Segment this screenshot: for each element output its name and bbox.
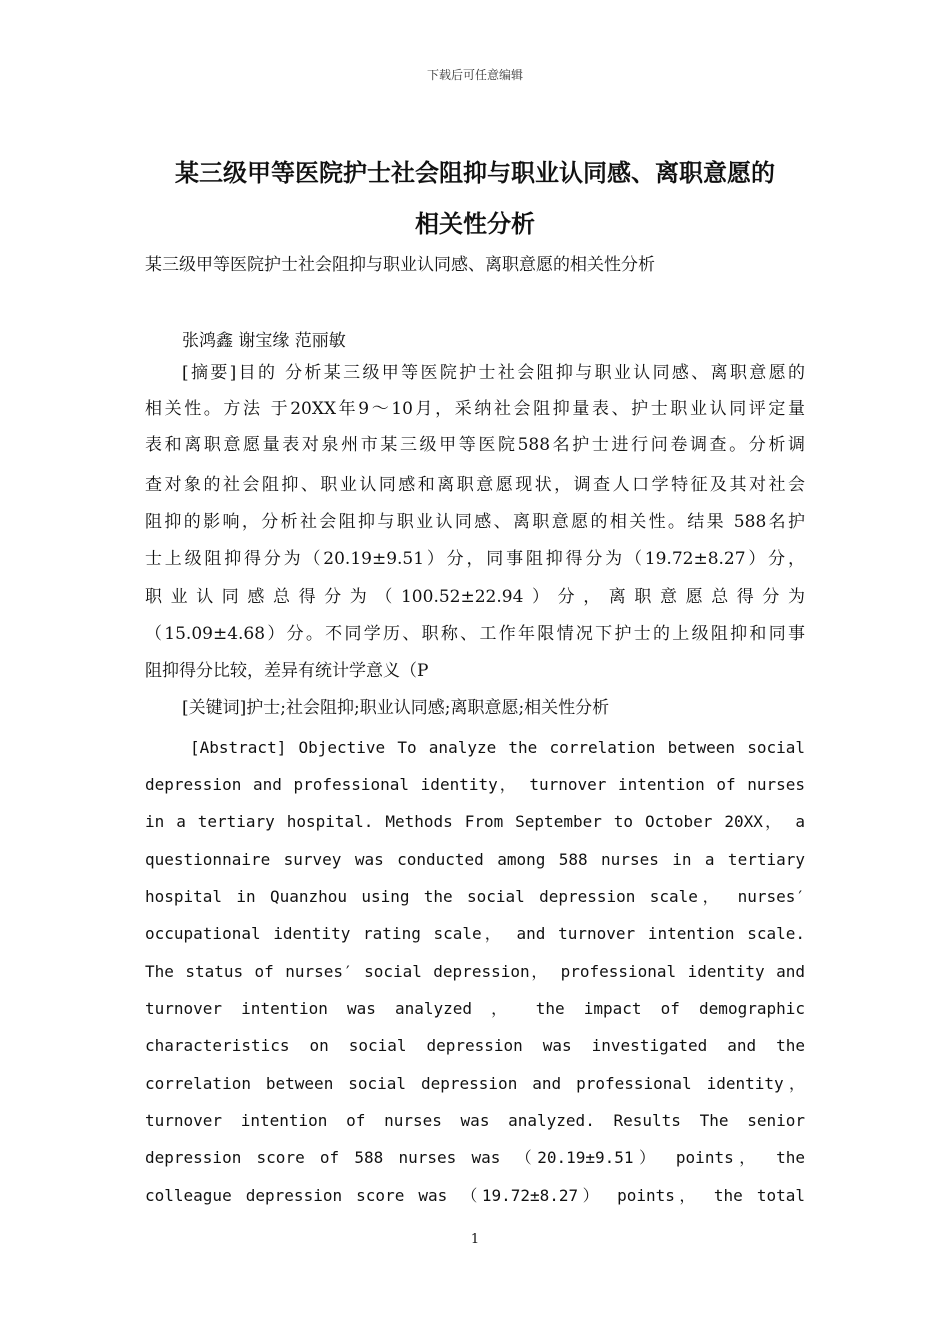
- document-title-line-2: 相关性分析: [415, 210, 535, 238]
- abstract-en-line: depression and professional identity， turnover intention of nurses: [145, 775, 805, 794]
- abstract-cn-line: （15.09±4.68）分。不同学历、职称、工作年限情况下护士的上级阻抑和同事: [145, 624, 805, 644]
- header-note: 下载后可任意编辑: [426, 68, 523, 82]
- abstract-cn-line: 查对象的社会阻抑、职业认同感和离职意愿现状，调查人口学特征及其对社会: [145, 475, 805, 495]
- subtitle: 某三级甲等医院护士社会阻抑与职业认同感、离职意愿的相关性分析: [145, 255, 655, 275]
- abstract-en-line: occupational identity rating scale， and turnover intention scale.: [145, 924, 805, 943]
- abstract-en-line: correlation between social depression and professional identity，: [145, 1074, 805, 1093]
- keywords: [关键词]护士;社会阻抑;职业认同感;离职意愿;相关性分析: [182, 698, 610, 718]
- abstract-cn-line: [摘要]目的 分析某三级甲等医院护士社会阻抑与职业认同感、离职意愿的: [182, 363, 805, 383]
- abstract-cn-line: 士上级阻抑得分为（20.19±9.51）分，同事阻抑得分为（19.72±8.27）分，: [145, 549, 805, 569]
- abstract-cn-line: 表和离职意愿量表对泉州市某三级甲等医院588名护士进行问卷调查。分析调: [145, 435, 805, 455]
- abstract-cn-line: 相关性。方法 于20XX年9～10月，采纳社会阻抑量表、护士职业认同评定量: [145, 399, 805, 419]
- page-number: 1: [470, 1232, 480, 1247]
- abstract-en-line: The status of nurses′ social depression， professional identity and: [145, 962, 805, 981]
- abstract-en-line: colleague depression score was （19.72±8.27） points， the total: [145, 1186, 805, 1205]
- document-title-line-1: 某三级甲等医院护士社会阻抑与职业认同感、离职意愿的: [175, 159, 775, 187]
- abstract-cn-line: 阻抑的影响，分析社会阻抑与职业认同感、离职意愿的相关性。结果 588名护: [145, 512, 805, 532]
- abstract-cn-line: 职业认同感总得分为（100.52±22.94）分，离职意愿总得分为: [145, 587, 805, 607]
- abstract-en-line: in a tertiary hospital. Methods From September to October 20XX， a: [145, 812, 805, 831]
- abstract-en-line: [Abstract] Objective To analyze the correlation between social: [190, 738, 805, 757]
- abstract-en-line: depression score of 588 nurses was （20.19±9.51） points， the: [145, 1148, 805, 1167]
- abstract-cn-line: 阻抑得分比较，差异有统计学意义（P: [145, 661, 429, 681]
- abstract-en-line: turnover intention was analyzed ， the impact of demographic: [145, 999, 805, 1018]
- abstract-en-line: characteristics on social depression was investigated and the: [145, 1036, 805, 1055]
- abstract-en-line: turnover intention of nurses was analyzed. Results The senior: [145, 1111, 805, 1130]
- abstract-en-line: hospital in Quanzhou using the social depression scale， nurses′: [145, 887, 805, 906]
- authors: 张鸿鑫 谢宝缘 范丽敏: [182, 331, 346, 351]
- abstract-en-line: questionnaire survey was conducted among 588 nurses in a tertiary: [145, 850, 805, 869]
